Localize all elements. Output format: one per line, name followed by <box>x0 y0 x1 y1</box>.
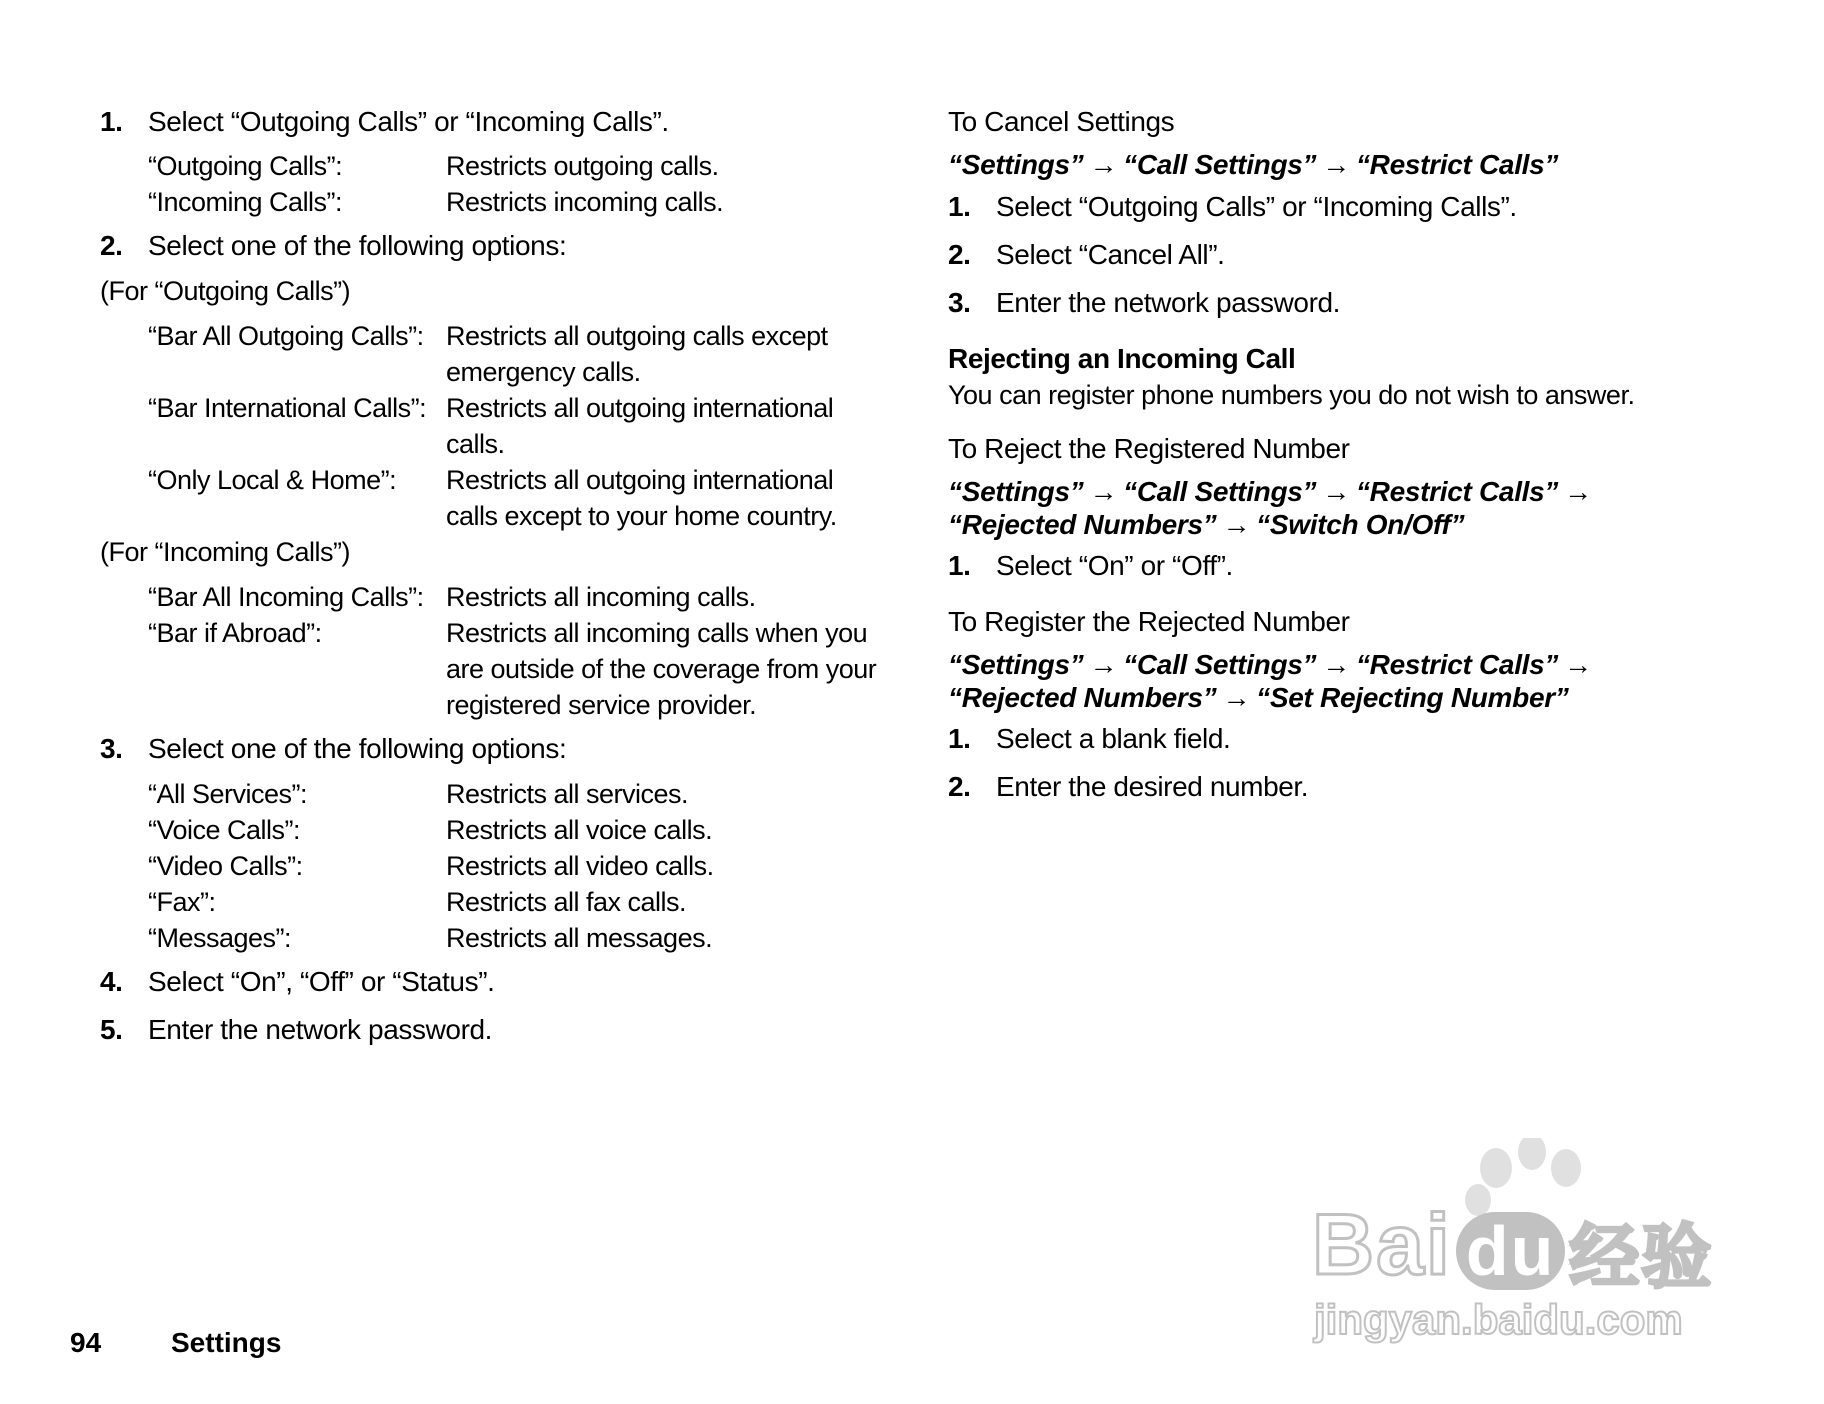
option-label: “Outgoing Calls”: <box>148 151 343 181</box>
option-desc: Restricts incoming calls. <box>446 187 724 217</box>
option-label: “Fax”: <box>148 887 216 917</box>
step-number: 1. <box>948 550 971 581</box>
step-text: Select “Outgoing Calls” or “Incoming Calls”. <box>996 191 1517 222</box>
option-desc: Restricts all video calls. <box>446 851 714 881</box>
arrow-icon: → <box>1564 476 1592 507</box>
watermark-url: jingyan.baidu.com <box>1314 1296 1683 1343</box>
step-number: 4. <box>100 966 123 997</box>
option-desc: registered service provider. <box>446 690 757 720</box>
watermark-brand-b: du <box>1456 1212 1566 1290</box>
option-desc: Restricts all outgoing international <box>446 465 834 495</box>
path-item: “Call Settings” <box>1123 149 1317 180</box>
step-text: Enter the desired number. <box>996 771 1309 802</box>
cancel-heading: To Cancel Settings <box>948 106 1175 137</box>
register-heading: To Register the Rejected Number <box>948 606 1350 637</box>
path-item: “Settings” <box>948 476 1084 507</box>
arrow-icon: → <box>1322 149 1350 180</box>
step-number: 2. <box>948 771 971 802</box>
path-item: “Switch On/Off” <box>1256 509 1465 540</box>
option-desc: Restricts all services. <box>446 779 689 809</box>
option-label: “Bar if Abroad”: <box>148 618 322 648</box>
option-label: “Bar All Incoming Calls”: <box>148 582 424 612</box>
arrow-icon: → <box>1222 509 1251 540</box>
path-item: “Settings” <box>948 649 1084 680</box>
step-number: 1. <box>100 106 123 137</box>
option-desc: Restricts all outgoing international <box>446 393 834 423</box>
step-number: 2. <box>948 239 971 270</box>
path-item: “Restrict Calls” <box>1355 476 1559 507</box>
reject-heading: To Reject the Registered Number <box>948 433 1350 464</box>
step-number: 5. <box>100 1014 123 1045</box>
option-label: “Bar International Calls”: <box>148 393 427 423</box>
baidu-watermark <box>1300 1138 1740 1348</box>
step-text: Select one of the following options: <box>148 733 567 764</box>
step-number: 1. <box>948 723 971 754</box>
step-number: 2. <box>100 230 123 261</box>
watermark-brand-a: Bai <box>1312 1197 1452 1293</box>
option-desc: calls. <box>446 429 505 459</box>
option-desc: Restricts all messages. <box>446 923 713 953</box>
step-text: Select “On”, “Off” or “Status”. <box>148 966 495 997</box>
page-number: 94 <box>70 1327 102 1358</box>
path-item: “Set Rejecting Number” <box>1256 682 1569 713</box>
option-label: “Messages”: <box>148 923 292 953</box>
step-number: 3. <box>100 733 123 764</box>
step-text: Enter the network password. <box>996 287 1341 318</box>
option-label: “Only Local & Home”: <box>148 465 397 495</box>
step-text: Select “Outgoing Calls” or “Incoming Calls”. <box>148 106 669 137</box>
step-text: Select “Cancel All”. <box>996 239 1225 270</box>
step-text: Enter the network password. <box>148 1014 493 1045</box>
option-desc: Restricts outgoing calls. <box>446 151 719 181</box>
path-item: “Rejected Numbers” <box>948 682 1217 713</box>
option-desc: Restricts all fax calls. <box>446 887 687 917</box>
section-title: Rejecting an Incoming Call <box>948 343 1296 374</box>
option-desc: emergency calls. <box>446 357 641 387</box>
arrow-icon: → <box>1322 649 1350 680</box>
for-incoming-label: (For “Incoming Calls”) <box>100 537 351 567</box>
option-desc: Restricts all incoming calls. <box>446 582 756 612</box>
option-label: “Voice Calls”: <box>148 815 301 845</box>
option-desc: Restricts all voice calls. <box>446 815 713 845</box>
arrow-icon: → <box>1089 649 1118 680</box>
path-item: “Settings” <box>948 149 1084 180</box>
cancel-menu-path <box>948 148 1558 181</box>
option-label: “Bar All Outgoing Calls”: <box>148 321 424 351</box>
step-text: Select one of the following options: <box>148 230 567 261</box>
step-text: Select a blank field. <box>996 723 1231 754</box>
path-item: “Restrict Calls” <box>1355 649 1559 680</box>
register-menu-path-cont <box>948 681 1569 714</box>
arrow-icon: → <box>1222 682 1251 713</box>
step-number: 1. <box>948 191 971 222</box>
watermark-brand-cn: 经验 <box>1569 1217 1714 1296</box>
step-text: Select “On” or “Off”. <box>996 550 1233 581</box>
option-label: “Video Calls”: <box>148 851 303 881</box>
arrow-icon: → <box>1089 149 1118 180</box>
arrow-icon: → <box>1322 476 1350 507</box>
reject-menu-path <box>948 475 1598 508</box>
section-intro: You can register phone numbers you do not wish to answer. <box>948 380 1635 410</box>
arrow-icon: → <box>1564 649 1592 680</box>
path-item: “Call Settings” <box>1123 649 1317 680</box>
step-number: 3. <box>948 287 971 318</box>
reject-menu-path-cont <box>948 508 1464 541</box>
watermark-brand <box>1312 1196 1713 1302</box>
footer-section: Settings <box>171 1327 282 1358</box>
path-item: “Rejected Numbers” <box>948 509 1217 540</box>
option-desc: Restricts all outgoing calls except <box>446 321 828 351</box>
path-item: “Call Settings” <box>1123 476 1317 507</box>
option-desc: are outside of the coverage from your <box>446 654 877 684</box>
arrow-icon: → <box>1089 476 1118 507</box>
option-desc: Restricts all incoming calls when you <box>446 618 868 648</box>
option-label: “All Services”: <box>148 779 308 809</box>
option-label: “Incoming Calls”: <box>148 187 343 217</box>
option-desc: calls except to your home country. <box>446 501 837 531</box>
path-item: “Restrict Calls” <box>1355 149 1559 180</box>
for-outgoing-label: (For “Outgoing Calls”) <box>100 276 351 306</box>
register-menu-path <box>948 648 1598 681</box>
